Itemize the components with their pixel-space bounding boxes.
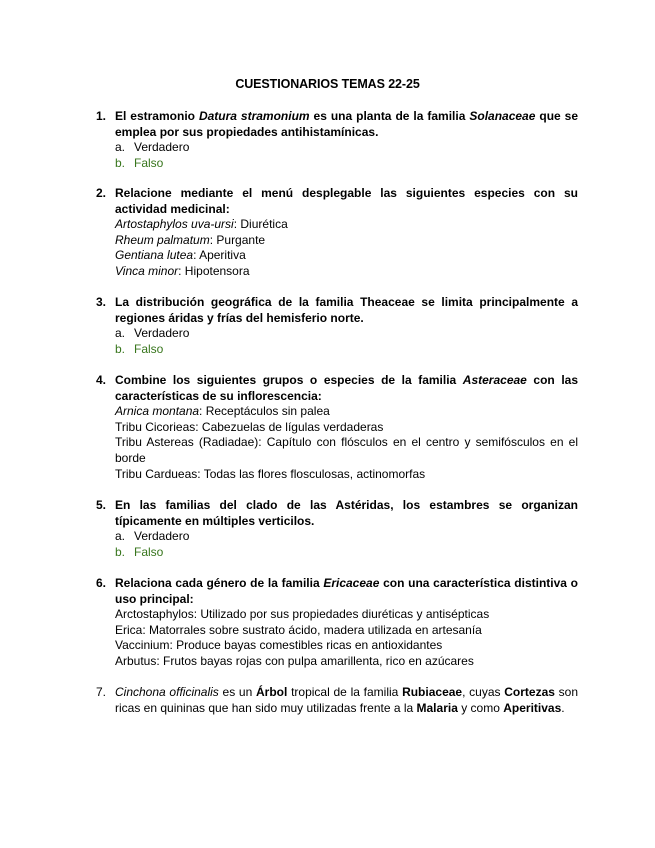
option-b-correct[interactable]: b. Falso <box>115 544 164 559</box>
question-number: 6. <box>96 576 107 590</box>
option-a[interactable]: a. Verdadero <box>115 140 190 155</box>
question-number: 2. <box>96 186 107 200</box>
question-5 <box>96 498 578 560</box>
match-item: Artostaphylos uva-ursi: Diurética <box>115 217 288 232</box>
question-number: 5. <box>96 498 107 512</box>
match-item: Arnica montana: Receptáculos sin palea <box>115 404 330 419</box>
match-item: Tribu Cardueas: Todas las flores flosculosas, actinomorfas <box>115 466 426 481</box>
question-6 <box>96 576 578 670</box>
question-number: 3. <box>96 295 107 309</box>
option-a[interactable]: a. Verdadero <box>115 529 190 544</box>
question-statement: Cinchona officinalis es un Árbol tropical de la familia Rubiaceae, cuyas Cortezas son ricas en quininas que han sido muy utilizadas frente a la Malaria y como Aperitivas. <box>115 685 579 715</box>
match-item: Arctostaphylos: Utilizado por sus propiedades diuréticas y antisépticas <box>115 607 490 622</box>
match-item: Tribu Cicorieas: Cabezuelas de lígulas verdaderas <box>115 419 384 434</box>
answer-options <box>115 326 578 357</box>
match-item: Tribu Astereas (Radiadae): Capítulo con flósculos en el centro y semifósculos en el borde <box>115 435 578 465</box>
question-number: 4. <box>96 373 107 387</box>
match-item: Rheum palmatum: Purgante <box>115 232 266 247</box>
match-item: Erica: Matorrales sobre sustrato ácido, madera utilizada en artesanía <box>115 622 482 637</box>
question-2 <box>96 186 578 280</box>
question-4 <box>96 373 578 482</box>
question-3 <box>96 295 578 357</box>
question-number: 7. <box>96 685 107 699</box>
match-item: Vaccinium: Produce bayas comestibles ricas en antioxidantes <box>115 638 443 653</box>
option-b-correct[interactable]: b. Falso <box>115 341 164 356</box>
question-stem: En las familias del clado de las Astéridas, los estambres se organizan típicamente en múltiples verticilos. <box>115 498 578 528</box>
page-title: CUESTIONARIOS TEMAS 22-25 <box>235 77 420 91</box>
question-1 <box>96 109 578 171</box>
question-7 <box>96 685 578 716</box>
option-a[interactable]: a. Verdadero <box>115 326 190 341</box>
question-stem: La distribución geográfica de la familia Theaceae se limita principalmente a regiones áridas y frías del hemisferio norte. <box>115 295 578 325</box>
question-stem: Relacione mediante el menú desplegable las siguientes especies con su actividad medicinal: <box>115 186 578 216</box>
question-stem: El estramonio Datura stramonium es una planta de la familia Solanaceae que se emplea por sus propiedades antihistamínicas. <box>115 109 579 139</box>
answer-options <box>115 529 578 560</box>
question-number: 1. <box>96 109 107 123</box>
answer-options <box>115 140 578 171</box>
match-item: Gentiana lutea: Aperitiva <box>115 248 246 263</box>
match-item: Vinca minor: Hipotensora <box>115 263 250 278</box>
option-b-correct[interactable]: b. Falso <box>115 155 164 170</box>
question-stem: Combine los siguientes grupos o especies de la familia Asteraceae con las características de su inflorescencia: <box>115 373 578 403</box>
match-item: Arbutus: Frutos bayas rojas con pulpa amarillenta, rico en azúcares <box>115 653 474 668</box>
question-stem: Relaciona cada género de la familia Ericaceae con una característica distintiva o uso principal: <box>115 576 578 606</box>
